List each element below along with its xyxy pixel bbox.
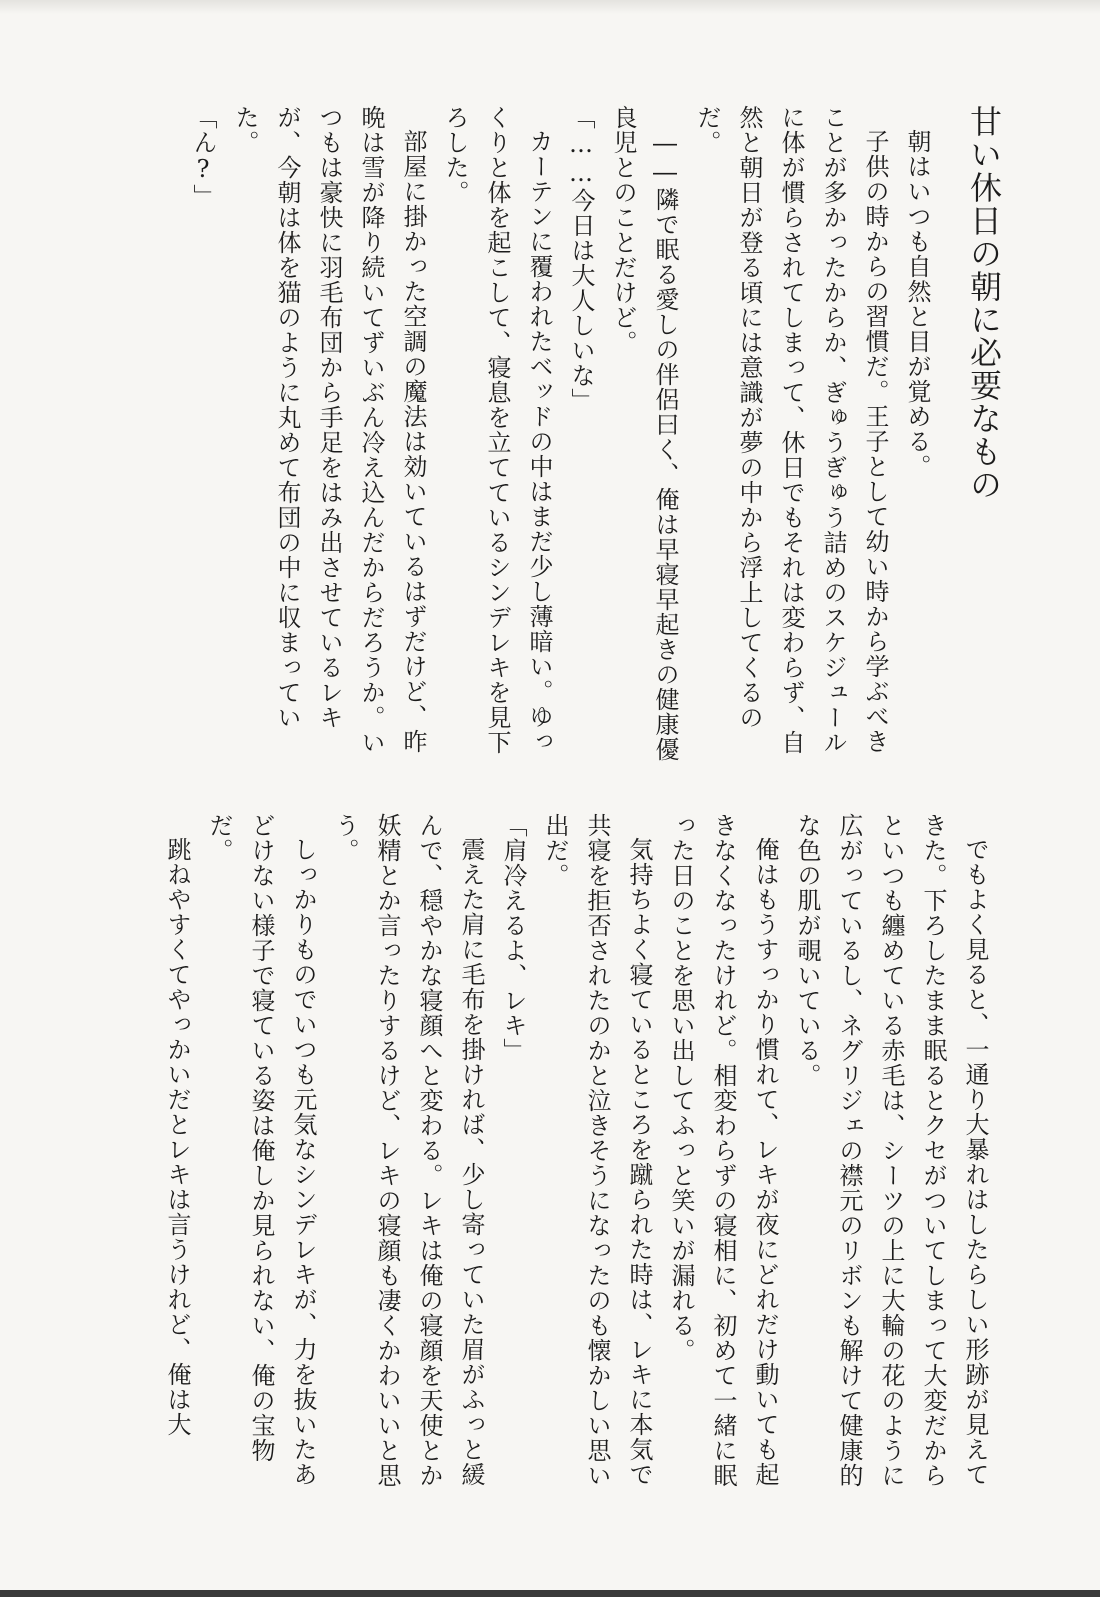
page-bottom-edge: [0, 1590, 1100, 1597]
paragraph: 子供の時からの習慣だ。王子として幼い時から学ぶべきことが多かったからか、ぎゅうぎゅう詰めのスケジュールに体が慣らされてしまって、休日でもそれは変わらず、自然と朝日が登る頃には意識が夢の中から浮上してくるのだ。: [693, 105, 889, 755]
paragraph: しっかりものでいつも元気なシンデレキが、力を抜いたあどけない様子で寝ている姿は俺しか見られない、俺の宝物だ。: [205, 813, 317, 1487]
dialogue-line: 「……今日は大人しいな」: [567, 105, 595, 413]
paragraph: 跳ねやすくてやっかいだとレキは言うけれど、俺は大: [163, 837, 191, 1437]
paragraph: 部屋に掛かった空調の魔法は効いているはずだけど、昨晩は雪が降り続いてずいぶん冷え込んだからだろうか。いつもは豪快に羽毛布団から手足をはみ出させているレキが、今朝は体を猫のように丸めて布団の中に収まっていた。: [231, 105, 427, 755]
page-top-edge: [0, 0, 1100, 14]
paragraph: カーテンに覆われたベッドの中はまだ少し薄暗い。ゆっくりと体を起こして、寝息を立てているシンデレキを見下ろした。: [441, 105, 553, 755]
story-title: 甘い休日の朝に必要なもの: [965, 105, 1003, 501]
paragraph: 気持ちよく寝ているところを蹴られた時は、レキに本気で共寝を拒否されたのかと泣きそうになったのも懐かしい思い出だ。: [541, 813, 653, 1488]
dialogue-line: 「肩冷えるよ、レキ」: [499, 813, 527, 1063]
paragraph: 震えた肩に毛布を掛ければ、少し寄っていた眉がふっと緩んで、穏やかな寝顔へと変わる。レキは俺の寝顔を天使とか妖精とか言ったりするけど、レキの寝顔も凄くかわいいと思う。: [331, 813, 485, 1488]
paragraph: ――隣で眠る愛しの伴侶曰く、俺は早寝早起きの健康優良児とのことだけど。: [609, 105, 679, 762]
paragraph: でもよく見ると、一通り大暴れはしたらしい形跡が見えてきた。下ろしたまま眠るとクセがついてしまって大変だからといつも纏めている赤毛は、シーツの上に大輪の花のように広がっているし、ネグリジェの襟元のリボンも解けて健康的な色の肌が覗いている。: [793, 813, 989, 1488]
paragraph: 朝はいつも自然と目が覚める。: [903, 129, 931, 479]
dialogue-line: 「ん?」: [189, 105, 217, 209]
upper-text-block: [189, 105, 1012, 765]
lower-text-block: [163, 813, 996, 1493]
paragraph: 俺はもうすっかり慣れて、レキが夜にどれだけ動いても起きなくなったけれど。相変わらずの寝相に、初めて一緒に眠った日のことを思い出してふっと笑いが漏れる。: [667, 813, 779, 1488]
